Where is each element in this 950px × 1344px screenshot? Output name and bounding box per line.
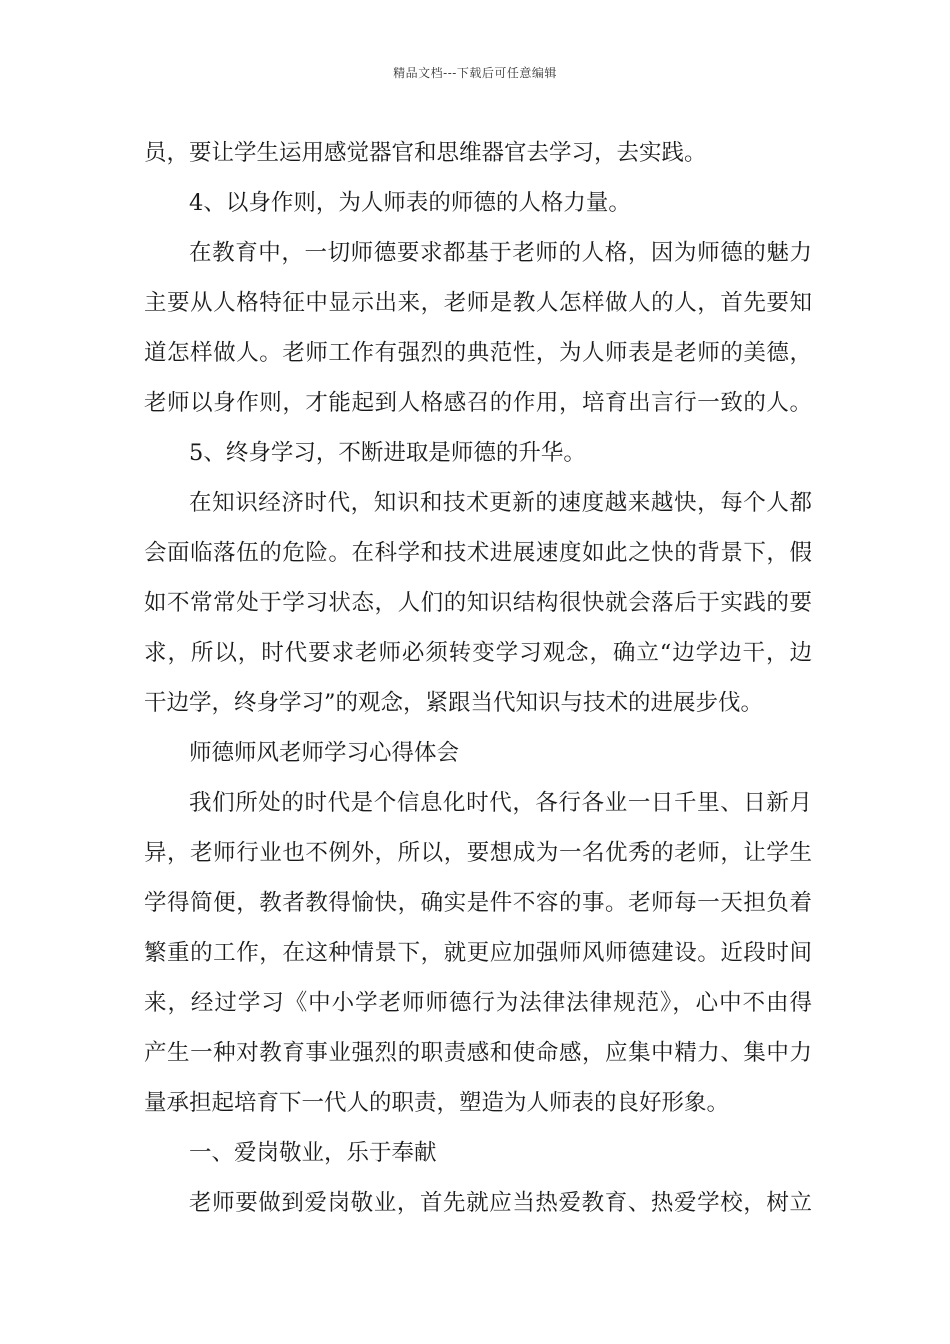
text-line: 员，要让学生运用感觉器官和思维器官去学习，去实践。 [144, 140, 707, 166]
document-body [144, 128, 812, 1228]
text-line: 会面临落伍的危险。在科学和技术进展速度如此之快的背景下，假 [144, 540, 812, 566]
text-line: 在知识经济时代，知识和技术更新的速度越来越快，每个人都 [189, 490, 812, 516]
text-line: 量承担起培育下一代人的职责，塑造为人师表的良好形象。 [144, 1090, 730, 1116]
text-line: 来，经过学习《中小学老师师德行为法律法律规范》，心中不由得 [144, 990, 812, 1016]
text-line: 一、爱岗敬业，乐于奉献 [189, 1140, 437, 1166]
text-line: 产生一种对教育事业强烈的职责感和使命感，应集中精力、集中力 [144, 1040, 812, 1066]
text-line: 老师要做到爱岗敬业，首先就应当热爱教育、热爱学校，树立 [189, 1190, 812, 1216]
text-line: 学得简便，教者教得愉快，确实是件不容的事。老师每一天担负着 [144, 890, 812, 916]
text-line: 5、终身学习，不断进取是师德的升华。 [189, 440, 586, 466]
text-line: 4、以身作则，为人师表的师德的人格力量。 [189, 190, 631, 216]
text-line: 师德师风老师学习心得体会 [189, 740, 460, 766]
text-line: 道怎样做人。老师工作有强烈的典范性，为人师表是老师的美德， [144, 340, 812, 366]
text-line: 干边学，终身学习”的观念，紧跟当代知识与技术的进展步伐。 [144, 690, 764, 716]
text-line: 老师以身作则，才能起到人格感召的作用，培育出言行一致的人。 [144, 390, 812, 416]
text-line: 在教育中，一切师德要求都基于老师的人格，因为师德的魅力 [189, 240, 812, 266]
page-header: 精品文档---下载后可任意编辑 [393, 66, 557, 80]
text-line: 繁重的工作，在这种情景下，就更应加强师风师德建设。近段时间 [144, 940, 812, 966]
text-line: 求，所以，时代要求老师必须转变学习观念，确立“边学边干，边 [144, 640, 812, 666]
text-line: 我们所处的时代是个信息化时代，各行各业一日千里、日新月 [189, 790, 812, 816]
text-line: 主要从人格特征中显示出来，老师是教人怎样做人的人，首先要知 [144, 290, 812, 316]
text-line: 异，老师行业也不例外，所以，要想成为一名优秀的老师，让学生 [144, 840, 812, 866]
text-line: 如不常常处于学习状态，人们的知识结构很快就会落后于实践的要 [144, 590, 812, 616]
